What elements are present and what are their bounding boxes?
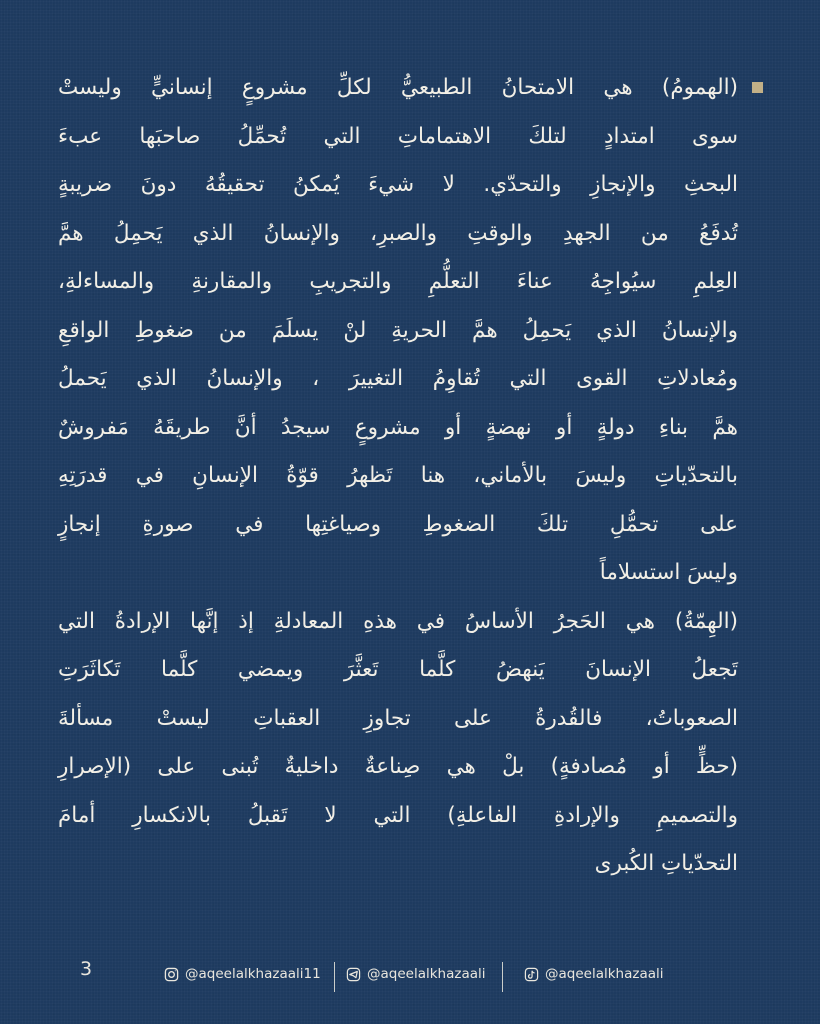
text-line: والإنسانُ الذي يَحمِلُ همَّ الحريةِ لنْ يسلَمَ من ضغوطِ الواقعِ <box>58 317 738 343</box>
text-line: سوى امتدادٍ لتلكَ الاهتماماتِ التي تُحمِّلُ صاحبَها عبءَ <box>58 123 738 149</box>
text-line: وليسَ استسلاماً <box>599 560 738 585</box>
text-line: البحثِ والإنجازِ والتحدّي. لا شيءَ يُمكنُ تحقيقُهُ دونَ ضريبةٍ <box>58 172 738 197</box>
text-line: (حظٍّ أو مُصادفةٍ) بلْ هي صِناعةٌ داخليةٌ تُبنى على (الإصرارِ <box>58 754 738 779</box>
instagram-link[interactable] <box>164 966 321 982</box>
tiktok-icon <box>524 967 539 982</box>
social-footer <box>160 962 680 994</box>
text-line: التحدّياتِ الكُبرى <box>594 851 738 876</box>
text-line: الصعوباتُ، فالقُدرةُ على تجاوزِ العقباتِ ليستْ مسألةَ <box>58 705 738 731</box>
text-line: بالتحدّياتِ وليسَ بالأماني، هنا تَظهرُ قوّةُ الإنسانِ في قدرَتِهِ <box>58 463 738 488</box>
text-line: (الهمومُ) هي الامتحانُ الطبيعيُّ لكلِّ مشروعٍ إنسانيٍّ وليستْ <box>58 75 738 100</box>
bullet-marker <box>752 82 763 93</box>
telegram-link[interactable] <box>346 966 486 982</box>
instagram-handle: @aqeelalkhazaali11 <box>185 966 321 982</box>
instagram-icon <box>164 967 179 982</box>
text-line: العِلمِ سيُواجِهُ عناءَ التعلُّمِ والتجريبِ والمقارنةِ والمساءلةِ، <box>58 269 738 294</box>
footer-divider <box>502 962 503 992</box>
text-line: تَجعلُ الإنسانَ يَنهضُ كلَّما تَعثَّرَ ويمضي كلَّما تَكاثَرَتِ <box>58 657 738 682</box>
text-line: والتصميمِ والإرادةِ الفاعلةِ) التي لا تَقبلُ بالانكسارِ أمامَ <box>58 802 738 828</box>
text-line: همَّ بناءِ دولةٍ أو نهضةٍ أو مشروعٍ سيجدُ أنَّ طريقَهُ مَفروشٌ <box>58 414 738 440</box>
tiktok-link[interactable] <box>524 966 664 982</box>
text-line: (الهِمّةُ) هي الحَجرُ الأساسُ في هذهِ المعادلةِ إذ إنَّها الإرادةُ التي <box>58 608 738 634</box>
text-line: على تحمُّلِ تلكَ الضغوطِ وصياغتِها في صورةِ إنجازٍ <box>58 511 738 537</box>
telegram-icon <box>346 967 361 982</box>
body-text <box>58 64 738 889</box>
text-line: تُدفَعُ من الجهدِ والوقتِ والصبرِ، والإنسانُ الذي يَحمِلُ همَّ <box>58 220 738 246</box>
page-number: 3 <box>80 958 93 980</box>
footer-divider <box>334 962 335 992</box>
text-line: ومُعادلاتِ القوى التي تُقاوِمُ التغييرَ ، والإنسانُ الذي يَحملُ <box>58 366 738 391</box>
telegram-handle: @aqeelalkhazaali <box>367 966 486 982</box>
tiktok-handle: @aqeelalkhazaali <box>545 966 664 982</box>
